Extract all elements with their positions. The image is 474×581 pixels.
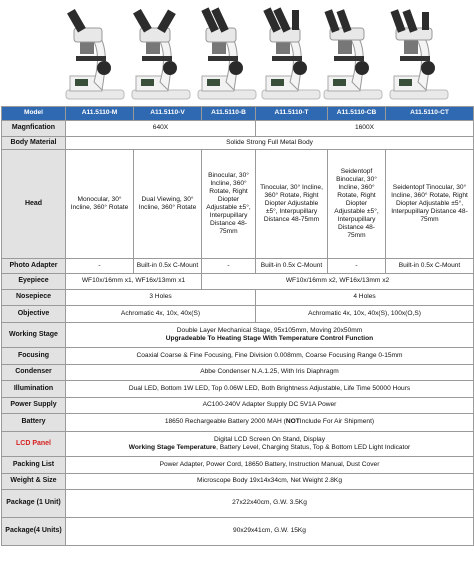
- model-v: A11.5110-V: [134, 107, 202, 121]
- body-material-row: [2, 137, 474, 150]
- eyepiece-row: [2, 274, 474, 290]
- lcd-panel-label: LCD Panel: [2, 432, 66, 457]
- nosepiece-row: [2, 290, 474, 306]
- objective-label: Objective: [2, 306, 66, 323]
- eyepiece-value-1: WF10x/16mm x1, WF16x/13mm x1: [66, 274, 202, 290]
- battery-row: [2, 414, 474, 432]
- weight-size-value: Microscope Body 19x14x34cm, Net Weight 2.8Kg: [66, 474, 474, 490]
- photo-adapter-v: Built-in 0.5x C-Mount: [134, 259, 202, 274]
- objective-row: [2, 306, 474, 323]
- model-t: A11.5110-T: [256, 107, 328, 121]
- lcd-panel-value: [66, 432, 474, 457]
- battery-text-post: Include For Air Shipment): [299, 418, 375, 426]
- objective-value-2: Achromatic 4x, 10x, 40x(S), 100x(O,S): [256, 306, 474, 323]
- working-stage-line-2: Upgradeable To Heating Stage With Temperature Control Function: [165, 335, 374, 342]
- head-t: Tinocular, 30° Incline, 360° Rotate, Right Diopter Adjustable ±5°, Interpupillary Distance 48-75mm: [256, 150, 328, 259]
- package-4-row: [2, 518, 474, 546]
- package-1-value: 27x22x40cm, G.W. 3.5Kg: [66, 490, 474, 518]
- focusing-row: [2, 348, 474, 365]
- microscope-image-binocular: [194, 6, 260, 100]
- packing-list-row: [2, 457, 474, 474]
- package-1-row: [2, 490, 474, 518]
- eyepiece-value-2: WF10x/16mm x2, WF16x/13mm x2: [202, 274, 474, 290]
- head-v: Dual Viewing, 30° Incline, 360° Rotate: [134, 150, 202, 259]
- body-material-value: Solide Strong Full Metal Body: [66, 137, 474, 150]
- head-cb: Seidentopf Binocular, 30° Incline, 360° Rotate, Right Diopter Adjustable ±5°, Interpupillary Distance 48-75mm: [328, 150, 386, 259]
- package-4-value: 90x29x41cm, G.W. 15Kg: [66, 518, 474, 546]
- nosepiece-label: Nosepiece: [2, 290, 66, 306]
- head-ct: Seidentopf Tinocular, 30° Incline, 360° Rotate, Right Diopter Adjustable ±5°, Interpupillary Distance 48-75mm: [386, 150, 474, 259]
- packing-list-label: Packing List: [2, 457, 66, 474]
- spec-table: [1, 106, 474, 546]
- power-supply-row: [2, 398, 474, 414]
- condenser-label: Condenser: [2, 365, 66, 381]
- power-supply-value: AC100-240V Adapter Supply DC 5V1A Power: [66, 398, 474, 414]
- lcd-panel-line-2-rest: , Battery Level, Charging Status, Top & Bottom LED Light Indicator: [216, 444, 411, 451]
- nosepiece-value-2: 4 Holes: [256, 290, 474, 306]
- body-material-label: Body Material: [2, 137, 66, 150]
- head-m: Monocular, 30° Incline, 360° Rotate: [66, 150, 134, 259]
- battery-value: [66, 414, 474, 432]
- model-m: A11.5110-M: [66, 107, 134, 121]
- model-header-row: [2, 107, 474, 121]
- lcd-panel-line-1: Digital LCD Screen On Stand, Display: [213, 435, 326, 443]
- photo-adapter-cb: -: [328, 259, 386, 274]
- illumination-value: Dual LED, Bottom 1W LED, Top 0.06W LED, Both Brightness Adjustable, Life Time 50000 Hours: [66, 381, 474, 398]
- lcd-panel-row: [2, 432, 474, 457]
- magnification-label: Magnfication: [2, 121, 66, 137]
- illumination-label: Illumination: [2, 381, 66, 398]
- photo-adapter-label: Photo Adapter: [2, 259, 66, 274]
- microscope-image-seidentopf-binocular: [320, 6, 386, 100]
- working-stage-label: Working Stage: [2, 323, 66, 348]
- photo-adapter-row: [2, 259, 474, 274]
- focusing-label: Focusing: [2, 348, 66, 365]
- magnification-value-1: 640X: [66, 121, 256, 137]
- photo-adapter-b: -: [202, 259, 256, 274]
- microscope-image-seidentopf-trinocular: [386, 6, 452, 100]
- photo-adapter-m: -: [66, 259, 134, 274]
- photo-adapter-t: Built-in 0.5x C-Mount: [256, 259, 328, 274]
- head-row: [2, 150, 474, 259]
- head-label: Head: [2, 150, 66, 259]
- package-4-label: Package(4 Units): [2, 518, 66, 546]
- condenser-value: Abbe Condenser N.A.1.25, With Iris Diaphragm: [66, 365, 474, 381]
- working-stage-value: [66, 323, 474, 348]
- focusing-value: Coaxial Coarse & Fine Focusing, Fine Division 0.008mm, Coarse Focusing Range 0-15mm: [66, 348, 474, 365]
- power-supply-label: Power Supply: [2, 398, 66, 414]
- model-ct: A11.5110-CT: [386, 107, 474, 121]
- product-images: [0, 0, 474, 106]
- magnification-row: [2, 121, 474, 137]
- packing-list-value: Power Adapter, Power Cord, 18650 Battery, Instruction Manual, Dust Cover: [66, 457, 474, 474]
- battery-text-pre: 18650 Rechargeable Battery 2000 MAH (: [164, 418, 286, 426]
- magnification-value-2: 1600X: [256, 121, 474, 137]
- photo-adapter-ct: Built-in 0.5x C-Mount: [386, 259, 474, 274]
- illumination-row: [2, 381, 474, 398]
- battery-text-not: NOT: [285, 418, 300, 426]
- weight-size-row: [2, 474, 474, 490]
- package-1-label: Package (1 Unit): [2, 490, 66, 518]
- working-stage-row: [2, 323, 474, 348]
- weight-size-label: Weight & Size: [2, 474, 66, 490]
- objective-value-1: Achromatic 4x, 10x, 40x(S): [66, 306, 256, 323]
- working-stage-line-1: Double Layer Mechanical Stage, 95x105mm, Moving 20x50mm: [176, 326, 363, 334]
- model-b: A11.5110-B: [202, 107, 256, 121]
- microscope-image-trinocular: [258, 6, 324, 100]
- head-b: Binocular, 30° Incline, 360° Rotate, Right Diopter Adjustable ±5°, Interpupillary Distance 48-75mm: [202, 150, 256, 259]
- battery-label: Battery: [2, 414, 66, 432]
- model-header-label: Model: [2, 107, 66, 121]
- eyepiece-label: Eyepiece: [2, 274, 66, 290]
- nosepiece-value-1: 3 Holes: [66, 290, 256, 306]
- condenser-row: [2, 365, 474, 381]
- microscope-image-dual-viewing: [128, 6, 194, 100]
- model-cb: A11.5110-CB: [328, 107, 386, 121]
- microscope-image-monocular: [62, 6, 128, 100]
- lcd-panel-line-2-bold: Working Stage Temperature: [128, 444, 217, 451]
